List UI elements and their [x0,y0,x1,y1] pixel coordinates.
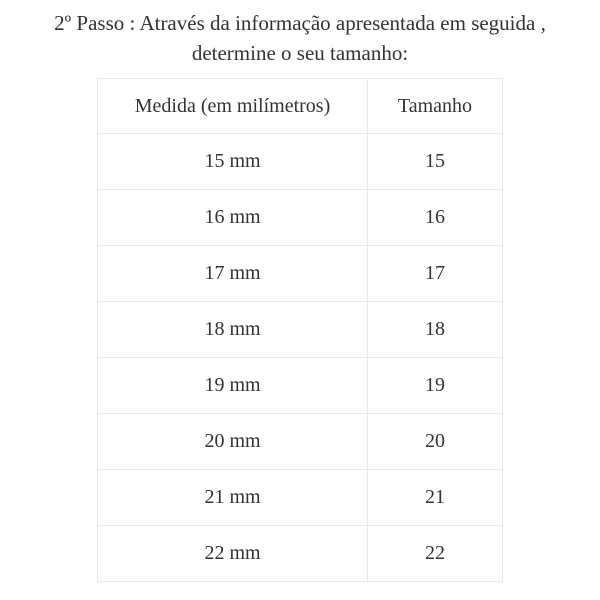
table-cell-tamanho: 19 [368,358,503,414]
page-title-line-1: 2º Passo : Através da informação apresentada em seguida , [54,11,546,35]
table-cell-medida: 18 mm [98,302,368,358]
table-row [98,302,503,358]
size-table-container [97,78,503,582]
table-cell-tamanho: 20 [368,414,503,470]
page-title-line-2: determine o seu tamanho: [191,41,409,65]
table-cell-tamanho: 16 [368,190,503,246]
table-cell-medida: 19 mm [98,358,368,414]
table-row [98,526,503,582]
column-header-medida: Medida (em milímetros) [98,79,368,134]
table-row [98,470,503,526]
table-row [98,134,503,190]
column-header-tamanho: Tamanho [368,79,503,134]
table-cell-tamanho: 21 [368,470,503,526]
page-title [0,0,600,68]
table-row [98,190,503,246]
table-header-row [98,79,503,134]
table-cell-tamanho: 22 [368,526,503,582]
table-cell-tamanho: 15 [368,134,503,190]
table-row [98,414,503,470]
table-cell-medida: 21 mm [98,470,368,526]
table-cell-medida: 20 mm [98,414,368,470]
table-row [98,246,503,302]
table-cell-medida: 17 mm [98,246,368,302]
table-cell-medida: 16 mm [98,190,368,246]
table-cell-medida: 15 mm [98,134,368,190]
table-cell-tamanho: 17 [368,246,503,302]
table-cell-tamanho: 18 [368,302,503,358]
table-cell-medida: 22 mm [98,526,368,582]
table-row [98,358,503,414]
size-table [97,78,503,582]
